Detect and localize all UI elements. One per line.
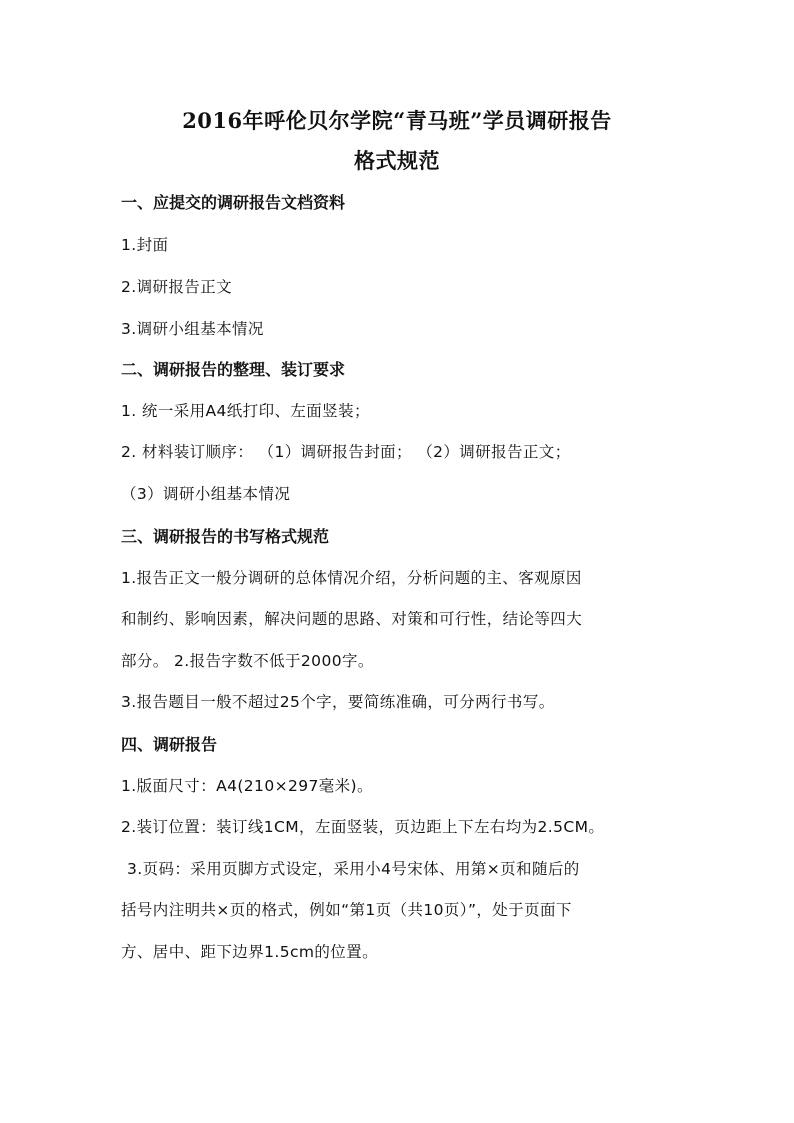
section-4-line-3: 3.页码：采用页脚方式设定，采用小4号宋体、用第×页和随后的 [127,860,580,878]
section-heading-4: 四、调研报告 [121,735,218,754]
section-3-line-1: 1.报告正文一般分调研的总体情况介绍，分析问题的主、客观原因 [121,569,582,587]
section-2-line-3: （3）调研小组基本情况 [121,485,291,503]
section-4-line-4: 括号内注明共×页的格式，例如“第1页（共10页）”，处于页面下 [121,901,572,919]
section-4-line-1: 1.版面尺寸：A4(210×297毫米)。 [121,777,373,795]
section-heading-3: 三、调研报告的书写格式规范 [121,527,330,546]
section-4-line-2: 2.装订位置：装订线1CM，左面竖装，页边距上下左右均为2.5CM。 [121,818,605,836]
section-1-line-3: 3.调研小组基本情况 [121,320,264,338]
section-3-line-2: 和制约、影响因素，解决问题的思路、对策和可行性，结论等四大 [121,610,583,628]
section-3-line-3: 部分。 2.报告字数不低于2000字。 [121,652,374,670]
section-4-line-5: 方、居中、距下边界1.5cm的位置。 [121,943,378,961]
section-3-line-4: 3.报告题目一般不超过25个字，要简练准确，可分两行书写。 [121,693,555,711]
section-1-line-2: 2.调研报告正文 [121,278,232,296]
section-1-line-1: 1.封面 [121,236,169,254]
section-heading-1: 一、应提交的调研报告文档资料 [121,193,346,212]
document-title-line-1: 2016年呼伦贝尔学院“青马班”学员调研报告 [182,108,612,133]
section-heading-2: 二、调研报告的整理、装订要求 [121,360,346,379]
section-2-line-2: 2. 材料装订顺序： （1）调研报告封面； （2）调研报告正文； [121,443,571,461]
section-2-line-1: 1. 统一采用A4纸打印、左面竖装； [121,402,370,420]
document-title-line-2: 格式规范 [354,148,440,173]
